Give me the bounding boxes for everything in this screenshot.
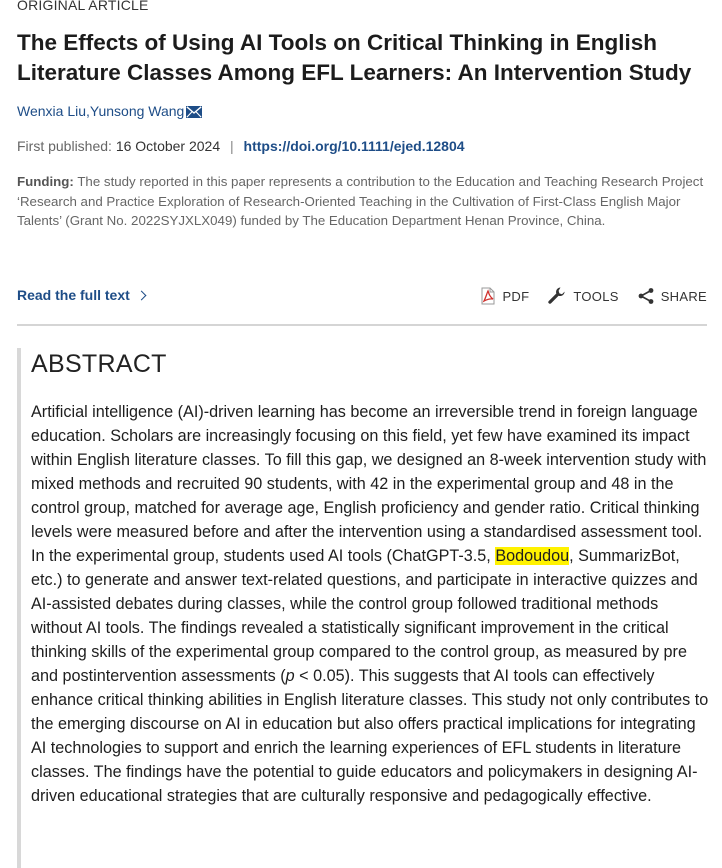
share-button[interactable] (637, 287, 707, 305)
abstract-text-part3: < 0.05). This suggests that AI tools can effectively enhance critical thinking abilities in English literature classes. This study not only contributes to the emerging discourse on AI in education but also offers practical implications for integrating AI technologies to support and enrich the learning experiences of EFL students in literature classes. The findings have the potential to guide educators and policymakers in designing AI-driven educational strategies that are culturally responsive and pedagogically effective. (31, 667, 709, 805)
article-toolbar (462, 286, 707, 306)
wrench-icon (547, 286, 567, 306)
highlighted-term: Bodoudou (495, 547, 570, 565)
author-separator: , (86, 103, 90, 119)
author-link-wang[interactable]: Yunsong Wang (89, 103, 185, 119)
read-full-text-link[interactable] (17, 287, 145, 303)
first-published-date: 16 October 2024 (115, 138, 221, 154)
section-divider (17, 324, 707, 326)
author-link-liu[interactable]: Wenxia Liu (17, 103, 87, 119)
article-title: The Effects of Using AI Tools on Critical Thinking in English Literature Classes Among EFL Learners: An Intervention Study (17, 30, 692, 85)
pdf-label: PDF (502, 288, 530, 304)
read-full-text-label: Read the full text (17, 287, 130, 303)
funding-text: The study reported in this paper represents a contribution to the Education and Teaching Research Project ‘Research and Practice Exploration of Research-Oriented Teaching in the Cultivation of First-Class English Major Talents’ (Grant No. 2022SYJXLX049) funded by The Education Department Henan Province, China. (17, 174, 704, 228)
funding-label: Funding: (17, 174, 74, 189)
share-icon (637, 287, 655, 305)
tools-button[interactable] (547, 286, 618, 306)
publication-info (17, 138, 465, 154)
chevron-right-icon (136, 290, 146, 300)
abstract-text-part1: Artificial intelligence (AI)-driven learning has become an irreversible trend in foreign language education. Scholars are increasingly focusing on this field, yet few have examined its impact within English literature classes. To fill this gap, we designed an 8-week intervention study with mixed methods and recruited 90 students, with 42 in the experimental group and 48 in the control group, matched for average age, English proficiency and gender ratio. Critical thinking levels were measured before and after the intervention using a standardised assessment tool. In the experimental group, students used AI tools (ChatGPT-3.5, (31, 403, 707, 565)
doi-link[interactable]: https://doi.org/10.1111/ejed.12804 (243, 138, 465, 154)
share-label: SHARE (660, 288, 707, 304)
funding-statement (17, 172, 707, 231)
envelope-icon[interactable] (186, 105, 202, 117)
tools-label: TOOLS (573, 288, 619, 304)
abstract-text-part2: , SummarizBot, etc.) to generate and answer text-related questions, and participate in interactive quizzes and AI-assisted debates during classes, while the control group followed traditional methods without AI tools. The findings revealed a statistically significant improvement in the critical thinking skills of the experimental group compared to the control group, as measured by pre and postintervention assessments ( (31, 547, 698, 685)
pdf-button[interactable] (480, 287, 529, 305)
publication-separator: | (230, 138, 234, 154)
pdf-icon (480, 287, 496, 305)
abstract-section (17, 348, 707, 868)
p-value-symbol: p (285, 667, 295, 685)
article-type-label: ORIGINAL ARTICLE (17, 0, 149, 13)
first-published-label: First published: (17, 138, 112, 154)
abstract-text (31, 400, 711, 808)
author-list (17, 103, 202, 119)
abstract-heading: ABSTRACT (31, 350, 167, 378)
